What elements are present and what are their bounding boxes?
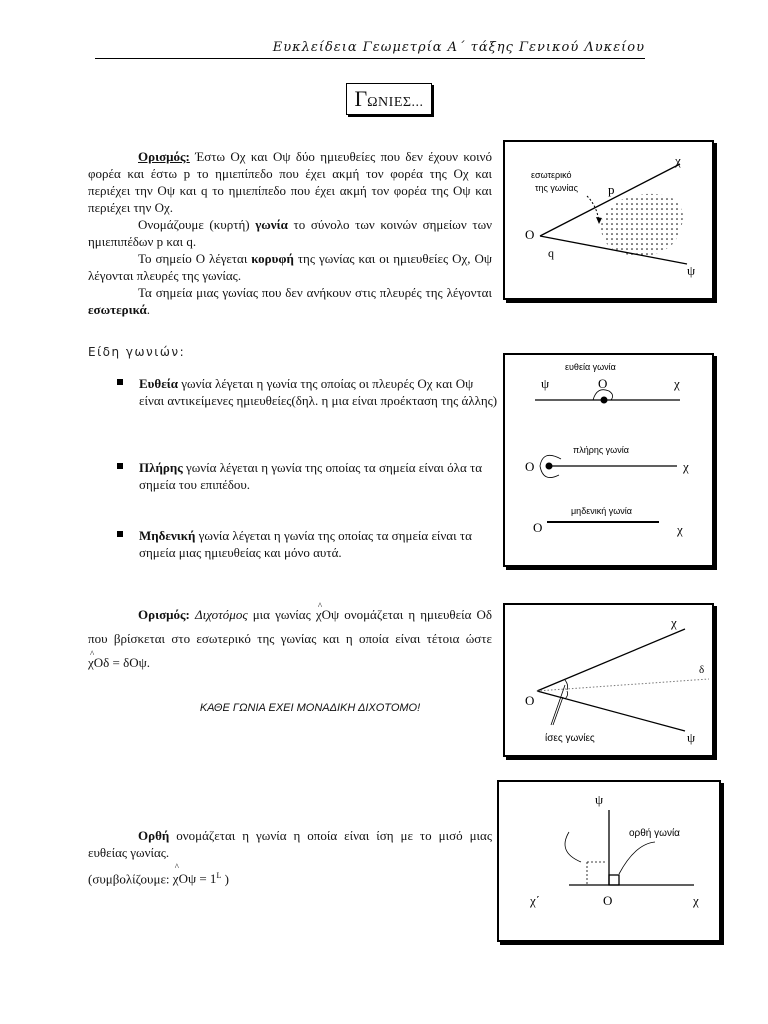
- page-title: [346, 83, 432, 115]
- interior-region: [601, 194, 683, 256]
- pointer-left: [565, 832, 581, 862]
- term-vertex: κορυφή: [251, 251, 294, 266]
- label-equal-angles: ίσες γωνίες: [545, 733, 595, 744]
- label-p: p: [608, 182, 615, 197]
- definition-label: Ορισμός:: [138, 149, 190, 164]
- text-full: γωνία λέγεται η γωνία της οποίας τα σημεία είναι όλα τα σημεία του επιπέδου.: [139, 460, 483, 492]
- ray-x: [537, 629, 685, 691]
- definition-right-angle: [88, 827, 492, 861]
- right-formula: ^ χΟψ = 1: [173, 871, 217, 887]
- def2-b: ονομάζεται η ημιευθεία Οδ που βρίσκεται στο εσωτερικό της γωνίας και η οποία είναι τέτοια ώστε: [88, 607, 492, 646]
- bisector-note: ΚΑΘΕ ΓΩΝΙΑ ΕΧΕΙ ΜΟΝΑΔΙΚΗ ΔΙΧΟΤΟΜΟ!: [199, 702, 421, 714]
- figure-convex-angle-svg: [505, 142, 712, 298]
- label-x: χ: [671, 615, 677, 630]
- pointer-upper: [551, 685, 565, 725]
- label-y: ψ: [687, 730, 696, 745]
- def-p4-a: Τα σημεία μιας γωνίας που δεν ανήκουν στις πλευρές της λέγονται: [138, 285, 492, 300]
- label-full-O: Ο: [525, 459, 535, 474]
- right-angle-marker: [609, 875, 619, 885]
- bullet-square-icon: [117, 379, 123, 385]
- title-initial: Γ: [354, 86, 368, 111]
- pointer-lower: [553, 697, 563, 725]
- label-interior: εσωτερικό: [531, 170, 572, 180]
- label-zero-angle: μηδενική γωνία: [571, 506, 632, 516]
- right-angle-symbol-line: [88, 871, 229, 887]
- term-straight: Ευθεία: [139, 376, 179, 391]
- figure-angle-types-svg: [505, 355, 712, 565]
- term-zero: Μηδενική: [139, 528, 196, 543]
- label-x: χ: [675, 153, 681, 168]
- bullet-full: [139, 459, 499, 493]
- term-interior: εσωτερικά: [88, 302, 147, 317]
- straight-vertex: [601, 397, 608, 404]
- figure-right-angle: [497, 780, 721, 942]
- full-vertex: [546, 463, 553, 470]
- label-straight-x: χ: [674, 376, 680, 391]
- label-x-prime: χ΄: [530, 893, 541, 908]
- label-straight-y: ψ: [541, 376, 550, 391]
- label-straight-O: Ο: [598, 376, 608, 391]
- bisector-formula: ^ χΟδ = δΟψ.: [88, 651, 150, 675]
- figure-angle-types: [503, 353, 714, 567]
- pointer-right: [619, 842, 655, 874]
- label-x: χ: [693, 893, 699, 908]
- bullet-straight: [139, 375, 499, 409]
- def-p3-a: Το σημείο Ο λέγεται: [138, 251, 248, 266]
- figure-right-angle-svg: [499, 782, 719, 940]
- label-zero-O: Ο: [533, 520, 543, 535]
- symbol-prefix: (συμβολίζουμε:: [88, 871, 170, 887]
- label-d: δ: [699, 664, 705, 676]
- angle-symbol: ^ χΟψ: [316, 603, 339, 627]
- label-full-x: χ: [683, 459, 689, 474]
- label-q: q: [548, 246, 554, 260]
- figure-bisector-svg: [505, 605, 712, 755]
- term-bisector: Διχοτόμος: [194, 607, 248, 622]
- definition2-label: Ορισμός:: [138, 607, 190, 622]
- page-header: [95, 40, 645, 59]
- label-zero-x: χ: [677, 522, 683, 537]
- def-p2-c: το σύνολο των κοινών σημείων των ημιεπιπέδων p και q.: [88, 217, 493, 249]
- header-text: Ευκλείδεια Γεωμετρία Α΄ τάξης Γενικού Λυκείου: [272, 40, 645, 55]
- def-p2-a: Ονομάζουμε (κυρτή): [138, 217, 250, 232]
- label-O: Ο: [525, 227, 535, 242]
- term-full: Πλήρης: [139, 460, 183, 475]
- term-angle: γωνία: [255, 217, 288, 232]
- label-right-angle: ορθή γωνία: [629, 828, 680, 839]
- label-full-angle: πλήρης γωνία: [573, 445, 629, 455]
- types-heading: Είδη γωνιών:: [88, 345, 186, 359]
- figure-bisector: [503, 603, 714, 757]
- text-right: ονομάζεται η γωνία η οποία είναι ίση με το μισό μιας ευθείας γωνίας.: [88, 828, 492, 860]
- label-straight-angle: ευθεία γωνία: [565, 362, 616, 372]
- bullet-zero: [139, 527, 499, 561]
- title-rest: ΩΝΙΕΣ...: [367, 95, 424, 110]
- right-formula-sup: L: [216, 871, 222, 880]
- term-right: Ορθή: [138, 828, 170, 843]
- arrow-head-icon: [596, 217, 602, 224]
- label-y: ψ: [687, 263, 696, 278]
- symbol-suffix: ): [224, 871, 229, 887]
- ray-y: [537, 691, 685, 731]
- bullet-square-icon: [117, 463, 123, 469]
- definition-angle: [88, 148, 492, 318]
- def-p4-c: .: [146, 302, 151, 317]
- def2-a: μια γωνίας: [252, 607, 311, 622]
- definition-bisector: [88, 603, 492, 675]
- def-p3-c: της γωνίας και οι ημιευθείες Οχ, Οψ λέγονται πλευρές της γωνίας.: [88, 251, 493, 283]
- definition-p1: Έστω Οχ και Οψ δύο ημιευθείες που δεν έχουν κοινό φορέα και έστω p το ημιεπίπεδο που έχει ακμή τον φορέα της Οχ και περιέχει την Οψ και q το ημιεπίπεδο που έχει ακμή τον φορέα της Οψ και περιέχει την Οχ.: [88, 149, 492, 215]
- label-O: Ο: [525, 693, 535, 708]
- arc-lower: [565, 691, 568, 699]
- bullet-square-icon: [117, 531, 123, 537]
- label-O: Ο: [603, 893, 613, 908]
- label-interior-2: της γωνίας: [535, 183, 578, 193]
- label-y: ψ: [595, 792, 604, 807]
- text-zero: γωνία λέγεται η γωνία της οποίας τα σημεία είναι τα σημεία μιας ημιευθείας και μόνο αυτά.: [139, 528, 472, 560]
- text-straight: γωνία λέγεται η γωνία της οποίας οι πλευρές Οχ και Οψ είναι αντικείμενες ημιευθείες(δηλ. η μια είναι προέκταση της άλλης): [139, 376, 498, 408]
- figure-convex-angle: [503, 140, 714, 300]
